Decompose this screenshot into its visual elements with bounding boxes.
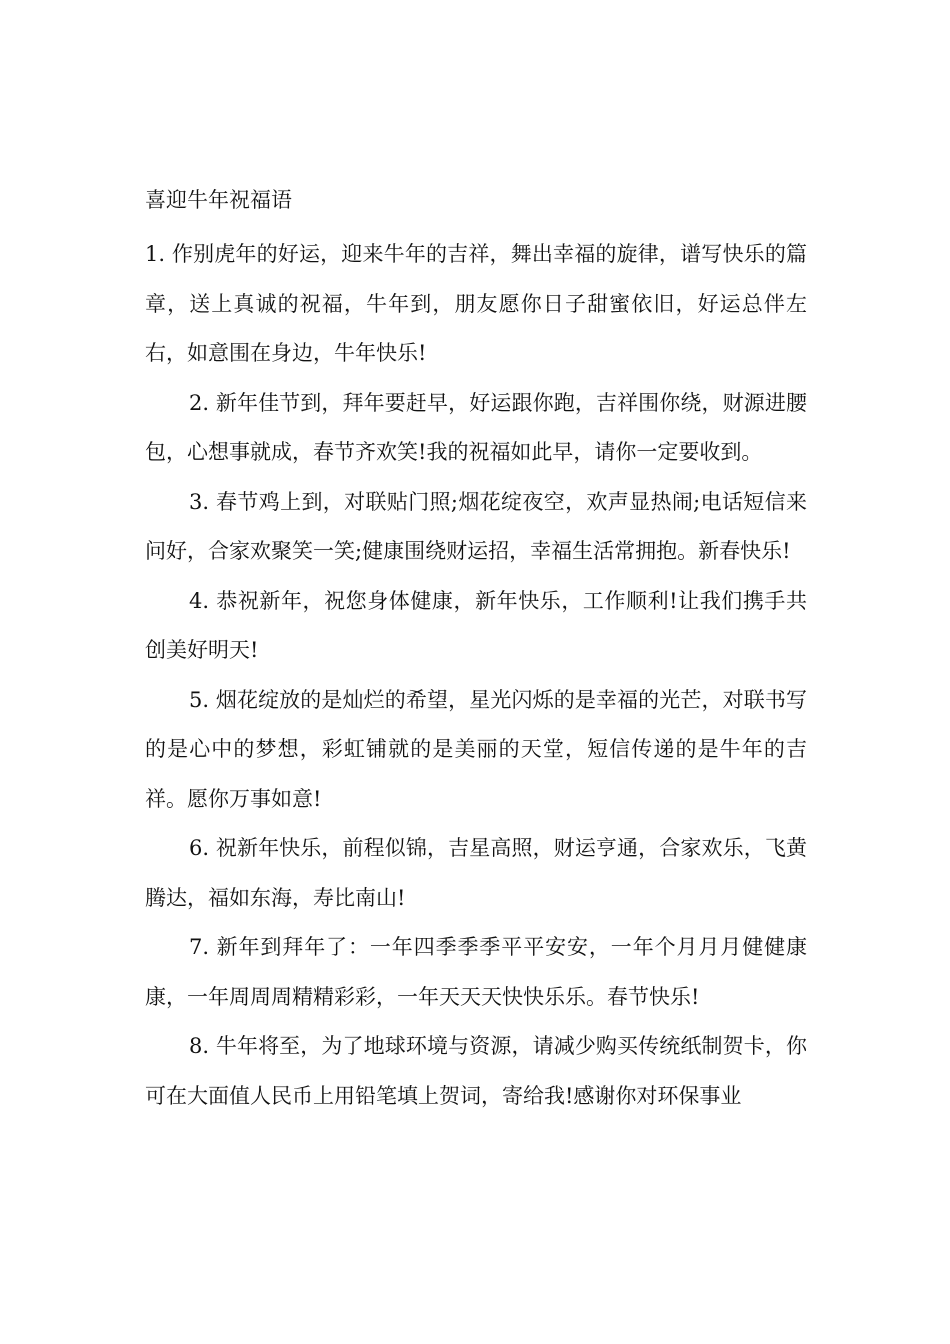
greeting-paragraph-3: 3. 春节鸡上到，对联贴门照;烟花绽夜空，欢声显热闹;电话短信来问好，合家欢聚笑一笑;健康围绕财运招，幸福生活常拥抱。新春快乐! (145, 489, 807, 563)
greeting-paragraph-7: 7. 新年到拜年了：一年四季季季平平安安，一年个月月月健健康康，一年周周周精精彩彩，一年天天天快快乐乐。春节快乐! (145, 935, 807, 1009)
greeting-paragraph-8: 8. 牛年将至，为了地球环境与资源，请减少购买传统纸制贺卡，你可在大面值人民币上用铅笔填上贺词，寄给我!感谢你对环保事业 (145, 1034, 807, 1108)
document-body (145, 230, 807, 1121)
document-title: 喜迎牛年祝福语 (145, 188, 292, 212)
greeting-paragraph-5: 5. 烟花绽放的是灿烂的希望，星光闪烁的是幸福的光芒，对联书写的是心中的梦想，彩虹铺就的是美丽的天堂，短信传递的是牛年的吉祥。愿你万事如意! (145, 687, 807, 811)
greeting-paragraph-2: 2. 新年佳节到，拜年要赶早，好运跟你跑，吉祥围你绕，财源进腰包，心想事就成，春节齐欢笑!我的祝福如此早，请你一定要收到。 (145, 390, 807, 464)
greeting-paragraph-1: 1. 作别虎年的好运，迎来牛年的吉祥，舞出幸福的旋律，谱写快乐的篇章，送上真诚的祝福，牛年到，朋友愿你日子甜蜜依旧，好运总伴左右，如意围在身边，牛年快乐! (145, 242, 807, 365)
greeting-paragraph-6: 6. 祝新年快乐，前程似锦，吉星高照，财运亨通，合家欢乐，飞黄腾达，福如东海，寿比南山! (145, 836, 807, 910)
greeting-paragraph-4: 4. 恭祝新年，祝您身体健康，新年快乐，工作顺利!让我们携手共创美好明天! (145, 588, 807, 662)
